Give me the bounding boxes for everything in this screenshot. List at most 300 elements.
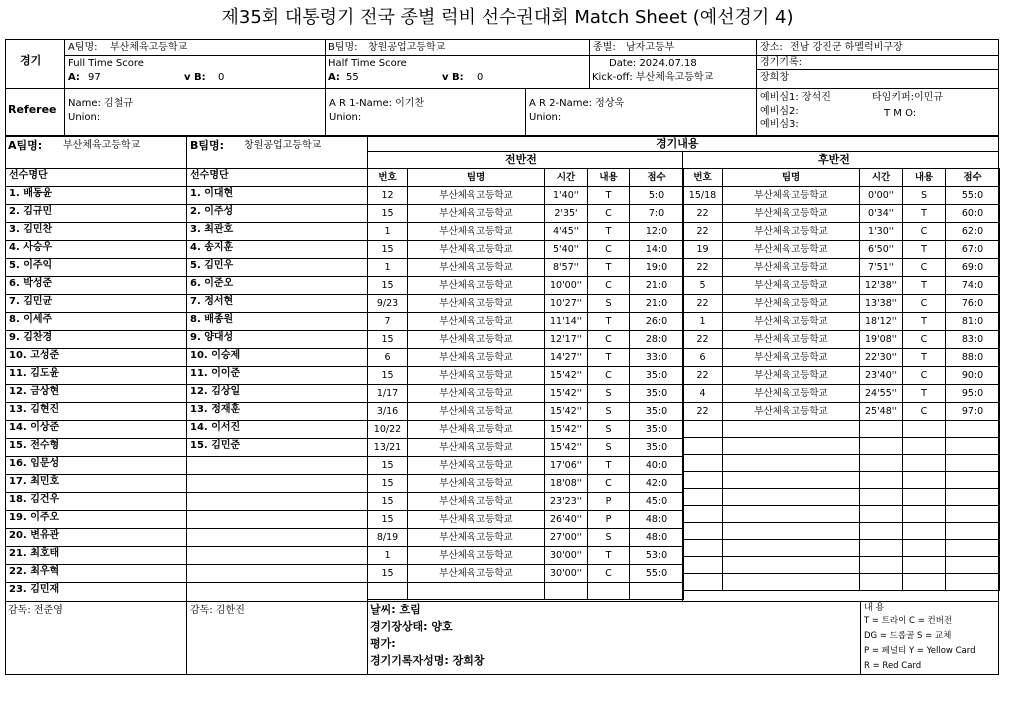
table-cell: 부산체육고등학교	[408, 439, 545, 457]
table-cell: 부산체육고등학교	[408, 493, 545, 511]
table-cell: 부산체육고등학교	[723, 403, 860, 421]
roster-player: 12. 금상현	[9, 386, 60, 397]
table-cell: C	[588, 367, 630, 385]
table-cell: 부산체육고등학교	[408, 259, 545, 277]
table-cell: C	[903, 367, 946, 385]
table-cell	[903, 455, 946, 472]
table-cell: 부산체육고등학교	[723, 349, 860, 367]
table-cell: S	[588, 529, 630, 547]
table-cell: 22	[683, 223, 723, 241]
table-row	[368, 349, 684, 367]
column-header: 점수	[946, 169, 1000, 187]
table-cell: 15'42''	[545, 439, 588, 457]
table-cell: 1'30''	[860, 223, 903, 241]
table-cell: C	[903, 223, 946, 241]
reserve-2: 예비심2:	[760, 106, 799, 117]
table-cell	[903, 540, 946, 557]
roster-player: 13. 정재훈	[190, 404, 241, 415]
referee-name: Name: 김철규	[68, 98, 134, 109]
table-row	[368, 313, 684, 331]
table-cell: S	[588, 385, 630, 403]
roster-player: 18. 김건우	[9, 494, 60, 505]
half-a-label: A:	[328, 72, 340, 83]
table-cell: 15/18	[683, 187, 723, 205]
roster-player: 9. 김찬경	[9, 332, 53, 343]
full-a-score: 97	[88, 72, 101, 83]
roster-player: 16. 임문성	[9, 458, 60, 469]
roster-player: 17. 최민호	[9, 476, 60, 487]
table-cell	[630, 583, 684, 600]
table-row	[683, 367, 1000, 385]
table-cell	[903, 489, 946, 506]
roster-player: 10. 이승제	[190, 350, 241, 361]
table-row	[683, 349, 1000, 367]
legend-item: T = 트라이 C = 컨버전	[864, 616, 953, 626]
roster-player: 8. 배종원	[190, 314, 234, 325]
table-cell: 35:0	[630, 385, 684, 403]
table-cell	[683, 540, 723, 557]
table-row	[368, 223, 684, 241]
table-cell	[408, 583, 545, 600]
table-cell	[903, 557, 946, 574]
roster-player: 8. 이세주	[9, 314, 53, 325]
roster-player: 10. 고성준	[9, 350, 60, 361]
table-cell: 15'42''	[545, 403, 588, 421]
table-row	[683, 259, 1000, 277]
table-cell	[860, 523, 903, 540]
table-cell: 부산체육고등학교	[408, 529, 545, 547]
table-cell: T	[588, 259, 630, 277]
roster-player: 12. 김상일	[190, 386, 241, 397]
match-label: 경기	[20, 54, 42, 67]
table-row	[368, 385, 684, 403]
table-cell	[683, 574, 723, 591]
table-cell	[723, 421, 860, 438]
table-row	[683, 574, 1000, 591]
table-cell: 15	[368, 475, 408, 493]
table-cell: 15	[368, 277, 408, 295]
table-cell: 53:0	[630, 547, 684, 565]
roster-a-team-name: 부산체육고등학교	[63, 140, 141, 151]
table-cell: 48:0	[630, 529, 684, 547]
team-a-label: A팀명:	[68, 42, 98, 53]
ar1-name: A R 1-Name: 이기찬	[329, 98, 425, 109]
table-cell: 부산체육고등학교	[408, 223, 545, 241]
table-cell	[860, 455, 903, 472]
table-cell: T	[903, 277, 946, 295]
table-cell: 12'38''	[860, 277, 903, 295]
table-cell: 14:0	[630, 241, 684, 259]
table-row	[683, 241, 1000, 259]
roster-player: 7. 김민균	[9, 296, 53, 307]
table-cell	[723, 472, 860, 489]
table-cell: 74:0	[946, 277, 1000, 295]
category-label: 종별:	[593, 42, 616, 53]
table-cell	[723, 506, 860, 523]
table-row	[683, 540, 1000, 557]
roster-player: 2. 이주성	[190, 206, 234, 217]
table-cell: 30'00''	[545, 547, 588, 565]
table-cell: 15	[368, 565, 408, 583]
table-cell	[860, 506, 903, 523]
table-cell: 12	[368, 187, 408, 205]
table-cell: C	[588, 205, 630, 223]
table-cell: T	[588, 349, 630, 367]
table-cell: 부산체육고등학교	[408, 187, 545, 205]
full-b-score: 0	[218, 72, 225, 83]
table-cell: 17'06''	[545, 457, 588, 475]
table-row	[368, 331, 684, 349]
column-header: 시간	[860, 169, 903, 187]
table-cell: 27'00''	[545, 529, 588, 547]
table-cell: 부산체육고등학교	[408, 511, 545, 529]
table-cell: 8/19	[368, 529, 408, 547]
table-cell	[588, 583, 630, 600]
table-cell: C	[588, 565, 630, 583]
table-cell: 23'40''	[860, 367, 903, 385]
table-cell	[683, 455, 723, 472]
table-cell: 1/17	[368, 385, 408, 403]
table-cell	[368, 583, 408, 600]
recorder-label: 경기기록:	[760, 57, 803, 68]
table-cell: 22	[683, 331, 723, 349]
table-cell: T	[588, 457, 630, 475]
roster-player: 3. 김민찬	[9, 224, 53, 235]
roster-player: 21. 최호태	[9, 548, 60, 559]
table-row	[368, 187, 684, 205]
coach-b: 감독: 김한진	[190, 605, 245, 616]
coach-a: 감독: 전준영	[8, 605, 63, 616]
table-cell: 25'48''	[860, 403, 903, 421]
timekeeper: 타임키퍼:이민규	[872, 92, 943, 103]
table-cell: 부산체육고등학교	[408, 385, 545, 403]
evaluation: 평가:	[370, 637, 396, 650]
table-cell: 4'45''	[545, 223, 588, 241]
referee-label: Referee	[8, 103, 57, 116]
venue-value: 전남 강진군 하멜럭비구장	[790, 42, 903, 53]
table-cell	[860, 574, 903, 591]
table-row	[368, 241, 684, 259]
table-cell: 21:0	[630, 295, 684, 313]
roster-player: 22. 최우혁	[9, 566, 60, 577]
footer-block	[5, 601, 999, 675]
table-cell: 부산체육고등학교	[723, 331, 860, 349]
table-cell: P	[588, 493, 630, 511]
table-cell: 95:0	[946, 385, 1000, 403]
table-cell: 14'27''	[545, 349, 588, 367]
table-row	[683, 472, 1000, 489]
table-cell	[683, 557, 723, 574]
table-cell: 76:0	[946, 295, 1000, 313]
table-cell	[723, 523, 860, 540]
table-cell: 10'27''	[545, 295, 588, 313]
second-half-label: 후반전	[818, 153, 850, 166]
table-cell	[683, 506, 723, 523]
table-cell: 69:0	[946, 259, 1000, 277]
table-cell: 62:0	[946, 223, 1000, 241]
team-b-label: B팀명:	[328, 42, 358, 53]
table-cell: 67:0	[946, 241, 1000, 259]
table-row	[683, 421, 1000, 438]
legend-title: 내 용	[864, 603, 885, 613]
table-cell	[683, 438, 723, 455]
half-b-label: v B:	[442, 72, 464, 83]
table-cell: 1'40''	[545, 187, 588, 205]
roster-player: 5. 김민우	[190, 260, 234, 271]
table-cell	[723, 557, 860, 574]
table-cell: 부산체육고등학교	[408, 205, 545, 223]
table-row	[368, 403, 684, 421]
table-cell: C	[588, 277, 630, 295]
table-cell	[903, 438, 946, 455]
table-row	[368, 259, 684, 277]
roster-player: 19. 이주오	[9, 512, 60, 523]
sheet-title: 제35회 대통령기 전국 종별 럭비 선수권대회 Match Sheet (예선경기 4)	[221, 7, 794, 28]
table-cell	[946, 421, 1000, 438]
table-cell: 부산체육고등학교	[723, 385, 860, 403]
tmo: T M O:	[884, 108, 917, 119]
table-cell	[903, 421, 946, 438]
roster-player: 4. 사승우	[9, 242, 53, 253]
table-cell: T	[903, 313, 946, 331]
table-row	[683, 277, 1000, 295]
table-cell	[903, 506, 946, 523]
roster-b-team-name: 창원공업고등학교	[244, 140, 322, 151]
half-b-score: 0	[477, 72, 484, 83]
table-cell: S	[903, 187, 946, 205]
table-cell	[683, 489, 723, 506]
category-value: 남자고등부	[626, 42, 675, 53]
table-cell: 7	[368, 313, 408, 331]
table-cell: 8'57''	[545, 259, 588, 277]
full-time-label: Full Time Score	[68, 58, 144, 69]
table-cell: 7'51''	[860, 259, 903, 277]
table-cell: 22	[683, 403, 723, 421]
legend-item: R = Red Card	[864, 661, 922, 671]
team-b-name: 창원공업고등학교	[368, 42, 446, 53]
table-cell: T	[903, 385, 946, 403]
ar2-union: Union:	[529, 112, 562, 123]
venue-label: 장소:	[760, 42, 783, 53]
table-cell: 15'42''	[545, 367, 588, 385]
table-cell: C	[903, 259, 946, 277]
column-header: 번호	[368, 169, 408, 187]
table-row	[683, 223, 1000, 241]
legend-item: DG = 드롭골 S = 교체	[864, 631, 952, 641]
table-cell: 24'55''	[860, 385, 903, 403]
table-cell: 1	[368, 259, 408, 277]
table-cell: 부산체육고등학교	[408, 565, 545, 583]
table-cell: C	[588, 475, 630, 493]
table-cell: 97:0	[946, 403, 1000, 421]
table-cell: 부산체육고등학교	[723, 259, 860, 277]
table-cell: 19	[683, 241, 723, 259]
roster-player: 13. 김현진	[9, 404, 60, 415]
ar1-union: Union:	[329, 112, 362, 123]
table-cell: 45:0	[630, 493, 684, 511]
table-cell: 35:0	[630, 403, 684, 421]
table-cell: 부산체육고등학교	[723, 187, 860, 205]
table-cell: 22	[683, 295, 723, 313]
table-cell	[946, 523, 1000, 540]
roster-player: 14. 이상준	[9, 422, 60, 433]
table-cell: 부산체육고등학교	[408, 331, 545, 349]
roster-player: 11. 이이준	[190, 368, 241, 379]
table-cell: 부산체육고등학교	[723, 205, 860, 223]
roster-player: 5. 이주익	[9, 260, 53, 271]
table-cell: 9/23	[368, 295, 408, 313]
column-header: 번호	[683, 169, 723, 187]
table-cell: 부산체육고등학교	[408, 313, 545, 331]
table-cell: 부산체육고등학교	[408, 277, 545, 295]
roster-b-header: 선수명단	[190, 170, 229, 181]
table-cell: 부산체육고등학교	[723, 223, 860, 241]
table-cell: T	[588, 547, 630, 565]
table-cell: 81:0	[946, 313, 1000, 331]
table-cell: 48:0	[630, 511, 684, 529]
column-header: 시간	[545, 169, 588, 187]
table-cell: 26:0	[630, 313, 684, 331]
table-cell	[903, 574, 946, 591]
table-cell: 11'14''	[545, 313, 588, 331]
table-cell: 90:0	[946, 367, 1000, 385]
table-cell: 부산체육고등학교	[408, 457, 545, 475]
table-row	[683, 506, 1000, 523]
roster-player: 14. 이서진	[190, 422, 241, 433]
table-cell: 15	[368, 493, 408, 511]
table-cell: T	[588, 223, 630, 241]
column-header: 팀명	[408, 169, 545, 187]
table-cell: 부산체육고등학교	[723, 241, 860, 259]
reserve-3: 예비심3:	[760, 119, 799, 130]
roster-player: 4. 송지훈	[190, 242, 234, 253]
table-cell: 19:0	[630, 259, 684, 277]
roster-player: 1. 배동윤	[9, 188, 53, 199]
table-cell: T	[903, 349, 946, 367]
table-cell: 10/22	[368, 421, 408, 439]
table-cell	[946, 574, 1000, 591]
table-row	[683, 295, 1000, 313]
table-cell: 18'08''	[545, 475, 588, 493]
table-row	[683, 489, 1000, 506]
roster-a-team-label: A팀명:	[8, 139, 43, 152]
table-cell: 15'42''	[545, 421, 588, 439]
table-cell: 35:0	[630, 439, 684, 457]
table-cell: 4	[683, 385, 723, 403]
table-cell: 21:0	[630, 277, 684, 295]
table-row	[368, 475, 684, 493]
table-row	[368, 439, 684, 457]
table-cell: 7:0	[630, 205, 684, 223]
recorder-name: 장희창	[760, 72, 789, 83]
table-cell: 15'42''	[545, 385, 588, 403]
weather: 날씨: 흐림	[370, 603, 421, 616]
roster-player: 9. 양대성	[190, 332, 234, 343]
column-header: 점수	[630, 169, 684, 187]
table-cell: 부산체육고등학교	[408, 475, 545, 493]
field-condition: 경기장상태: 양호	[370, 620, 453, 633]
match-date: Date: 2024.07.18	[609, 58, 697, 69]
table-row	[368, 421, 684, 439]
roster-player: 11. 김도윤	[9, 368, 60, 379]
table-cell: 6	[368, 349, 408, 367]
table-row	[683, 523, 1000, 540]
legend-item: P = 페널티 Y = Yellow Card	[864, 646, 976, 656]
table-cell: 부산체육고등학교	[408, 349, 545, 367]
table-cell: 부산체육고등학교	[408, 421, 545, 439]
table-row	[683, 187, 1000, 205]
table-cell: 15	[368, 457, 408, 475]
roster-player: 15. 전수형	[9, 440, 60, 451]
table-cell: 42:0	[630, 475, 684, 493]
roster-a-header: 선수명단	[9, 170, 48, 181]
roster-player: 15. 김민준	[190, 440, 241, 451]
roster-b-team-label: B팀명:	[190, 139, 225, 152]
roster-player: 7. 정서현	[190, 296, 234, 307]
table-cell	[860, 421, 903, 438]
table-row	[368, 493, 684, 511]
table-cell: 15	[368, 511, 408, 529]
roster-player: 2. 김규민	[9, 206, 53, 217]
table-cell: S	[588, 295, 630, 313]
table-cell	[723, 455, 860, 472]
table-cell	[683, 472, 723, 489]
table-cell: 부산체육고등학교	[408, 403, 545, 421]
table-cell: 1	[368, 547, 408, 565]
roster-player: 1. 이대현	[190, 188, 234, 199]
table-cell	[860, 438, 903, 455]
table-row	[683, 455, 1000, 472]
match-content-label: 경기내용	[656, 137, 699, 150]
table-cell: 15	[368, 241, 408, 259]
table-row	[683, 557, 1000, 574]
table-cell: 부산체육고등학교	[408, 547, 545, 565]
table-cell: 15	[368, 367, 408, 385]
roster-player: 3. 최관호	[190, 224, 234, 235]
table-cell: 1	[683, 313, 723, 331]
column-header: 내용	[903, 169, 946, 187]
table-cell: P	[588, 511, 630, 529]
table-cell: 2'35'	[545, 205, 588, 223]
table-cell: 부산체육고등학교	[723, 277, 860, 295]
table-row	[368, 583, 684, 600]
referee-block	[5, 88, 999, 136]
table-cell: 13/21	[368, 439, 408, 457]
full-b-label: v B:	[184, 72, 206, 83]
table-cell	[860, 540, 903, 557]
table-row	[368, 511, 684, 529]
table-cell	[860, 472, 903, 489]
table-cell: 28:0	[630, 331, 684, 349]
table-row	[368, 529, 684, 547]
table-row	[683, 313, 1000, 331]
table-cell: 26'40''	[545, 511, 588, 529]
table-cell: 83:0	[946, 331, 1000, 349]
table-cell: 0'00''	[860, 187, 903, 205]
table-cell	[946, 472, 1000, 489]
table-cell: 6	[683, 349, 723, 367]
table-cell	[723, 438, 860, 455]
table-row	[683, 438, 1000, 455]
table-cell	[946, 557, 1000, 574]
ar2-name: A R 2-Name: 정상욱	[529, 98, 625, 109]
table-cell: 5:0	[630, 187, 684, 205]
roster-player: 23. 김민재	[9, 584, 60, 595]
column-header: 팀명	[723, 169, 860, 187]
table-cell	[946, 506, 1000, 523]
table-cell: 35:0	[630, 367, 684, 385]
table-row	[683, 385, 1000, 403]
